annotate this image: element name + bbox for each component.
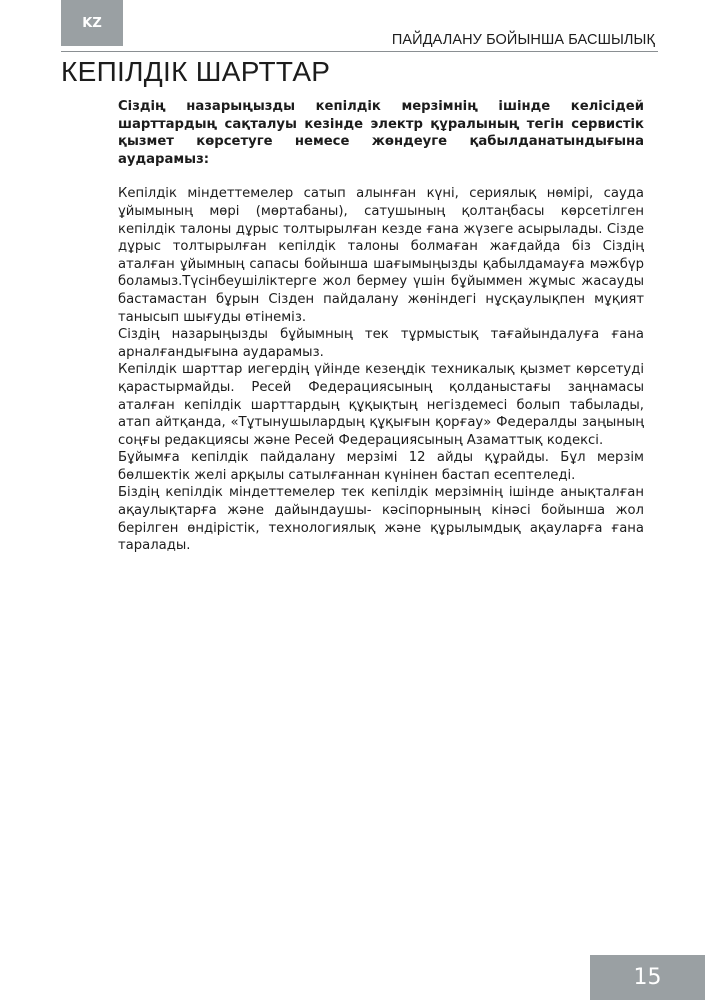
body-paragraph-4: Бұйымға кепілдік пайдалану мерзімі 12 айды құрайды. Бұл мерзім бөлшектік желі арқылы сатылғаннан күнінен бастап есептеледі. [118, 450, 644, 483]
body-paragraph-2: Сіздің назарыңызды бұйымның тек тұрмыстық тағайындалуға ғана арналғандығына аударамыз. [118, 327, 644, 360]
body-paragraph-5: Біздің кепілдік міндеттемелер тек кепілдік мерзімнің ішінде анықталған ақаулықтарға және дайындаушы- кәсіпорнының кінәсі бойынша жол берілген өндірістік, технологиялық және құрылымдық ақауларға ғана таралады. [118, 485, 644, 554]
header-divider [61, 51, 658, 52]
page-number: 15 [633, 965, 662, 990]
body-paragraph-3: Кепілдік шарттар иегердің үйінде кезеңдік техникалық қызмет көрсетуді қарастырмайды. Ресей Федерациясының қолданыстағы заңнамасы аталған кепілдік шарттардың құқықтың негіздемесі болып табылады, атап айтқанда, «Тұтынушылардың құқығын қорғау» Федералды заңының соңғы редакциясы және Ресей Федерациясының Азаматтық кодексі. [118, 362, 644, 448]
section-header-title: ПАЙДАЛАНУ БОЙЫНША БАСШЫЛЫҚ [391, 32, 655, 48]
language-code: KZ [82, 15, 102, 31]
page-number-box [590, 955, 705, 1000]
intro-paragraph: Сіздің назарыңызды кепілдік мерзімнің ішінде келісідей шарттардың сақталуы кезінде электр құралының тегін сервистік қызмет көрсетуге немесе жөндеуге қабылданатындығына аударамыз: [118, 99, 644, 167]
body-paragraph-1: Кепілдік міндеттемелер сатып алынған күні, сериялық нөмірі, сауда ұйымының мөрі (мөртабаны), сатушының қолтаңбасы көрсетілген кепілдік талоны дұрыс толтырылған кезде ғана жүзеге асырылады. Сізде дұрыс толтырылған кепілдік талоны болмаған жағдайда біз Сіздің аталған ұйымның сапасы бойынша шағымыңызды қабылдамауға мәжбүр боламыз.Түсінбеушіліктерге жол бермеу үшін бұйыммен жұмыс жасауды бастамастан бұрын Сізден пайдалану жөніндегі нұсқаулықпен мұқият танысып шығуды өтінеміз. [118, 186, 644, 325]
language-tab [61, 0, 123, 46]
page-title: КЕПІЛДІК ШАРТТАР [61, 56, 331, 87]
warranty-text-body [118, 98, 644, 555]
